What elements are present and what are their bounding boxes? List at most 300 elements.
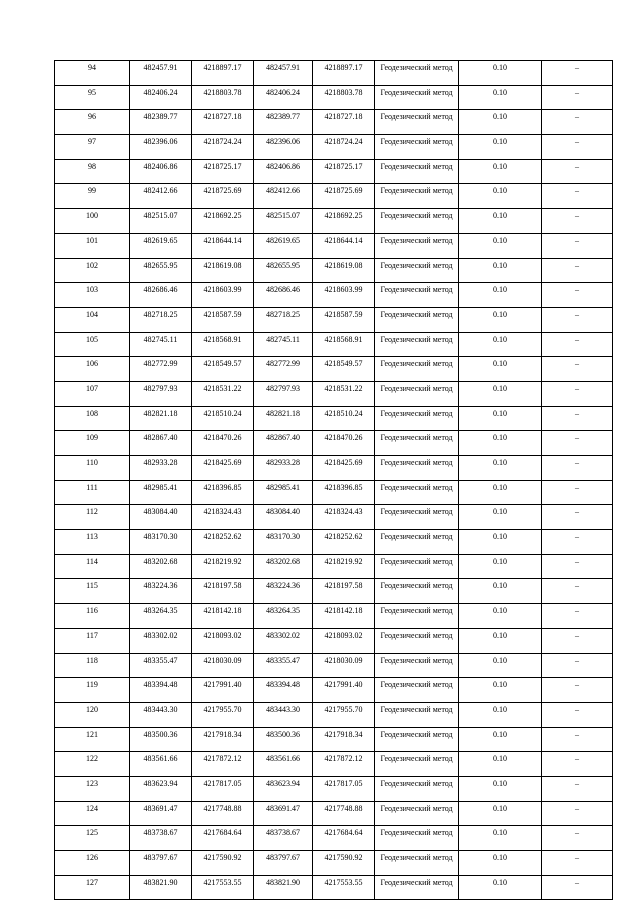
y-refined-cell: 4217955.70 [313, 702, 375, 727]
point-number-cell: 95 [55, 85, 130, 110]
table-row [55, 826, 613, 851]
method-cell: Геодезический метод [375, 653, 459, 678]
x-refined-cell: 482745.11 [254, 332, 313, 357]
note-cell: – [542, 431, 613, 456]
x-refined-cell: 483500.36 [254, 727, 313, 752]
method-cell: Геодезический метод [375, 604, 459, 629]
x-existing-cell: 483170.30 [130, 530, 192, 555]
x-refined-cell: 482412.66 [254, 184, 313, 209]
coordinates-table [54, 60, 613, 900]
method-cell: Геодезический метод [375, 431, 459, 456]
y-existing-cell: 4218324.43 [192, 505, 254, 530]
method-cell: Геодезический метод [375, 456, 459, 481]
accuracy-cell: 0.10 [459, 135, 542, 160]
x-existing-cell: 483500.36 [130, 727, 192, 752]
y-refined-cell: 4218142.18 [313, 604, 375, 629]
x-refined-cell: 483691.47 [254, 801, 313, 826]
x-refined-cell: 483623.94 [254, 776, 313, 801]
point-number-cell: 111 [55, 480, 130, 505]
accuracy-cell: 0.10 [459, 530, 542, 555]
accuracy-cell: 0.10 [459, 209, 542, 234]
x-refined-cell: 482772.99 [254, 357, 313, 382]
note-cell: – [542, 381, 613, 406]
x-refined-cell: 483302.02 [254, 628, 313, 653]
accuracy-cell: 0.10 [459, 159, 542, 184]
note-cell: – [542, 505, 613, 530]
x-refined-cell: 482821.18 [254, 406, 313, 431]
y-existing-cell: 4218252.62 [192, 530, 254, 555]
x-refined-cell: 483561.66 [254, 752, 313, 777]
y-existing-cell: 4218197.58 [192, 579, 254, 604]
x-existing-cell: 482515.07 [130, 209, 192, 234]
note-cell: – [542, 258, 613, 283]
x-refined-cell: 482515.07 [254, 209, 313, 234]
note-cell: – [542, 332, 613, 357]
method-cell: Геодезический метод [375, 727, 459, 752]
table-row [55, 283, 613, 308]
y-existing-cell: 4218724.24 [192, 135, 254, 160]
x-refined-cell: 483224.36 [254, 579, 313, 604]
y-existing-cell: 4218219.92 [192, 554, 254, 579]
y-refined-cell: 4218531.22 [313, 381, 375, 406]
accuracy-cell: 0.10 [459, 61, 542, 86]
note-cell: – [542, 85, 613, 110]
y-refined-cell: 4218587.59 [313, 307, 375, 332]
table-row [55, 702, 613, 727]
x-existing-cell: 483302.02 [130, 628, 192, 653]
y-refined-cell: 4218396.85 [313, 480, 375, 505]
y-existing-cell: 4217684.64 [192, 826, 254, 851]
note-cell: – [542, 604, 613, 629]
method-cell: Геодезический метод [375, 332, 459, 357]
y-refined-cell: 4217991.40 [313, 678, 375, 703]
y-refined-cell: 4217748.88 [313, 801, 375, 826]
method-cell: Геодезический метод [375, 752, 459, 777]
y-refined-cell: 4218644.14 [313, 233, 375, 258]
y-refined-cell: 4217553.55 [313, 875, 375, 900]
x-refined-cell: 483797.67 [254, 851, 313, 876]
x-refined-cell: 482389.77 [254, 110, 313, 135]
point-number-cell: 104 [55, 307, 130, 332]
note-cell: – [542, 826, 613, 851]
x-refined-cell: 483355.47 [254, 653, 313, 678]
accuracy-cell: 0.10 [459, 628, 542, 653]
accuracy-cell: 0.10 [459, 357, 542, 382]
table-row [55, 801, 613, 826]
method-cell: Геодезический метод [375, 184, 459, 209]
note-cell: – [542, 110, 613, 135]
table-row [55, 110, 613, 135]
accuracy-cell: 0.10 [459, 233, 542, 258]
accuracy-cell: 0.10 [459, 283, 542, 308]
accuracy-cell: 0.10 [459, 826, 542, 851]
x-refined-cell: 483394.48 [254, 678, 313, 703]
table-row [55, 85, 613, 110]
x-refined-cell: 482718.25 [254, 307, 313, 332]
point-number-cell: 94 [55, 61, 130, 86]
method-cell: Геодезический метод [375, 826, 459, 851]
note-cell: – [542, 875, 613, 900]
note-cell: – [542, 209, 613, 234]
table-row [55, 505, 613, 530]
note-cell: – [542, 628, 613, 653]
note-cell: – [542, 801, 613, 826]
y-refined-cell: 4218093.02 [313, 628, 375, 653]
method-cell: Геодезический метод [375, 307, 459, 332]
accuracy-cell: 0.10 [459, 480, 542, 505]
note-cell: – [542, 480, 613, 505]
y-refined-cell: 4218510.24 [313, 406, 375, 431]
x-refined-cell: 482797.93 [254, 381, 313, 406]
y-existing-cell: 4217553.55 [192, 875, 254, 900]
y-refined-cell: 4218252.62 [313, 530, 375, 555]
y-existing-cell: 4218425.69 [192, 456, 254, 481]
table-row [55, 851, 613, 876]
x-existing-cell: 483264.35 [130, 604, 192, 629]
point-number-cell: 110 [55, 456, 130, 481]
x-refined-cell: 482867.40 [254, 431, 313, 456]
table-row [55, 233, 613, 258]
x-refined-cell: 482406.24 [254, 85, 313, 110]
x-existing-cell: 482686.46 [130, 283, 192, 308]
table-row [55, 258, 613, 283]
x-refined-cell: 482655.95 [254, 258, 313, 283]
accuracy-cell: 0.10 [459, 752, 542, 777]
y-existing-cell: 4217872.12 [192, 752, 254, 777]
y-refined-cell: 4218897.17 [313, 61, 375, 86]
point-number-cell: 120 [55, 702, 130, 727]
x-existing-cell: 483084.40 [130, 505, 192, 530]
table-row [55, 678, 613, 703]
y-existing-cell: 4218727.18 [192, 110, 254, 135]
table-row [55, 159, 613, 184]
point-number-cell: 117 [55, 628, 130, 653]
table-row [55, 776, 613, 801]
y-refined-cell: 4218724.24 [313, 135, 375, 160]
y-refined-cell: 4218219.92 [313, 554, 375, 579]
y-existing-cell: 4218897.17 [192, 61, 254, 86]
table-row [55, 431, 613, 456]
method-cell: Геодезический метод [375, 505, 459, 530]
point-number-cell: 100 [55, 209, 130, 234]
note-cell: – [542, 159, 613, 184]
accuracy-cell: 0.10 [459, 604, 542, 629]
point-number-cell: 114 [55, 554, 130, 579]
x-refined-cell: 483264.35 [254, 604, 313, 629]
point-number-cell: 112 [55, 505, 130, 530]
table-row [55, 456, 613, 481]
point-number-cell: 124 [55, 801, 130, 826]
note-cell: – [542, 61, 613, 86]
y-refined-cell: 4218324.43 [313, 505, 375, 530]
method-cell: Геодезический метод [375, 801, 459, 826]
y-existing-cell: 4218587.59 [192, 307, 254, 332]
accuracy-cell: 0.10 [459, 505, 542, 530]
x-existing-cell: 482406.24 [130, 85, 192, 110]
point-number-cell: 105 [55, 332, 130, 357]
method-cell: Геодезический метод [375, 702, 459, 727]
table-row [55, 357, 613, 382]
x-refined-cell: 483443.30 [254, 702, 313, 727]
note-cell: – [542, 184, 613, 209]
method-cell: Геодезический метод [375, 776, 459, 801]
point-number-cell: 109 [55, 431, 130, 456]
x-existing-cell: 482655.95 [130, 258, 192, 283]
y-refined-cell: 4218470.26 [313, 431, 375, 456]
x-existing-cell: 482985.41 [130, 480, 192, 505]
method-cell: Геодезический метод [375, 283, 459, 308]
x-existing-cell: 482797.93 [130, 381, 192, 406]
x-existing-cell: 483738.67 [130, 826, 192, 851]
table-row [55, 61, 613, 86]
x-existing-cell: 482867.40 [130, 431, 192, 456]
x-existing-cell: 483797.67 [130, 851, 192, 876]
note-cell: – [542, 554, 613, 579]
point-number-cell: 121 [55, 727, 130, 752]
x-existing-cell: 482745.11 [130, 332, 192, 357]
accuracy-cell: 0.10 [459, 776, 542, 801]
point-number-cell: 126 [55, 851, 130, 876]
x-existing-cell: 482457.91 [130, 61, 192, 86]
x-existing-cell: 483394.48 [130, 678, 192, 703]
x-existing-cell: 483443.30 [130, 702, 192, 727]
method-cell: Геодезический метод [375, 110, 459, 135]
y-refined-cell: 4217817.05 [313, 776, 375, 801]
note-cell: – [542, 283, 613, 308]
x-existing-cell: 482933.28 [130, 456, 192, 481]
method-cell: Геодезический метод [375, 357, 459, 382]
point-number-cell: 96 [55, 110, 130, 135]
table-row [55, 209, 613, 234]
note-cell: – [542, 530, 613, 555]
x-existing-cell: 483821.90 [130, 875, 192, 900]
table-row [55, 752, 613, 777]
accuracy-cell: 0.10 [459, 702, 542, 727]
accuracy-cell: 0.10 [459, 110, 542, 135]
accuracy-cell: 0.10 [459, 801, 542, 826]
y-existing-cell: 4218803.78 [192, 85, 254, 110]
y-existing-cell: 4218644.14 [192, 233, 254, 258]
accuracy-cell: 0.10 [459, 431, 542, 456]
table-row [55, 579, 613, 604]
y-refined-cell: 4218803.78 [313, 85, 375, 110]
note-cell: – [542, 702, 613, 727]
method-cell: Геодезический метод [375, 678, 459, 703]
y-refined-cell: 4218692.25 [313, 209, 375, 234]
accuracy-cell: 0.10 [459, 332, 542, 357]
y-existing-cell: 4217955.70 [192, 702, 254, 727]
accuracy-cell: 0.10 [459, 456, 542, 481]
method-cell: Геодезический метод [375, 381, 459, 406]
point-number-cell: 125 [55, 826, 130, 851]
x-existing-cell: 483202.68 [130, 554, 192, 579]
method-cell: Геодезический метод [375, 159, 459, 184]
y-refined-cell: 4218603.99 [313, 283, 375, 308]
x-refined-cell: 482686.46 [254, 283, 313, 308]
method-cell: Геодезический метод [375, 554, 459, 579]
method-cell: Геодезический метод [375, 258, 459, 283]
accuracy-cell: 0.10 [459, 406, 542, 431]
y-existing-cell: 4218142.18 [192, 604, 254, 629]
point-number-cell: 97 [55, 135, 130, 160]
y-existing-cell: 4218510.24 [192, 406, 254, 431]
x-refined-cell: 482457.91 [254, 61, 313, 86]
y-refined-cell: 4218197.58 [313, 579, 375, 604]
table-row [55, 554, 613, 579]
y-existing-cell: 4217991.40 [192, 678, 254, 703]
y-existing-cell: 4218692.25 [192, 209, 254, 234]
point-number-cell: 116 [55, 604, 130, 629]
point-number-cell: 106 [55, 357, 130, 382]
method-cell: Геодезический метод [375, 530, 459, 555]
y-refined-cell: 4218549.57 [313, 357, 375, 382]
point-number-cell: 98 [55, 159, 130, 184]
note-cell: – [542, 678, 613, 703]
table-row [55, 184, 613, 209]
y-refined-cell: 4218725.17 [313, 159, 375, 184]
y-existing-cell: 4217817.05 [192, 776, 254, 801]
x-refined-cell: 482933.28 [254, 456, 313, 481]
point-number-cell: 127 [55, 875, 130, 900]
x-refined-cell: 482406.86 [254, 159, 313, 184]
table-row [55, 332, 613, 357]
table-row [55, 480, 613, 505]
note-cell: – [542, 752, 613, 777]
point-number-cell: 99 [55, 184, 130, 209]
y-existing-cell: 4218603.99 [192, 283, 254, 308]
table-row [55, 628, 613, 653]
accuracy-cell: 0.10 [459, 381, 542, 406]
point-number-cell: 118 [55, 653, 130, 678]
x-existing-cell: 482412.66 [130, 184, 192, 209]
point-number-cell: 123 [55, 776, 130, 801]
x-refined-cell: 483202.68 [254, 554, 313, 579]
y-existing-cell: 4218619.08 [192, 258, 254, 283]
table-row [55, 875, 613, 900]
table-row [55, 727, 613, 752]
x-refined-cell: 482619.65 [254, 233, 313, 258]
point-number-cell: 101 [55, 233, 130, 258]
x-existing-cell: 483561.66 [130, 752, 192, 777]
point-number-cell: 103 [55, 283, 130, 308]
point-number-cell: 108 [55, 406, 130, 431]
y-existing-cell: 4218725.17 [192, 159, 254, 184]
table-row [55, 135, 613, 160]
y-refined-cell: 4217684.64 [313, 826, 375, 851]
x-refined-cell: 483170.30 [254, 530, 313, 555]
note-cell: – [542, 851, 613, 876]
accuracy-cell: 0.10 [459, 851, 542, 876]
table-row [55, 653, 613, 678]
y-refined-cell: 4217872.12 [313, 752, 375, 777]
point-number-cell: 102 [55, 258, 130, 283]
y-existing-cell: 4218470.26 [192, 431, 254, 456]
y-refined-cell: 4217918.34 [313, 727, 375, 752]
x-refined-cell: 483084.40 [254, 505, 313, 530]
note-cell: – [542, 456, 613, 481]
note-cell: – [542, 233, 613, 258]
method-cell: Геодезический метод [375, 851, 459, 876]
y-refined-cell: 4217590.92 [313, 851, 375, 876]
table-row [55, 604, 613, 629]
point-number-cell: 122 [55, 752, 130, 777]
method-cell: Геодезический метод [375, 61, 459, 86]
x-existing-cell: 482772.99 [130, 357, 192, 382]
x-refined-cell: 483738.67 [254, 826, 313, 851]
y-existing-cell: 4218531.22 [192, 381, 254, 406]
table-row [55, 406, 613, 431]
x-existing-cell: 482389.77 [130, 110, 192, 135]
method-cell: Геодезический метод [375, 628, 459, 653]
accuracy-cell: 0.10 [459, 258, 542, 283]
y-existing-cell: 4218725.69 [192, 184, 254, 209]
accuracy-cell: 0.10 [459, 85, 542, 110]
x-existing-cell: 483224.36 [130, 579, 192, 604]
y-existing-cell: 4217748.88 [192, 801, 254, 826]
method-cell: Геодезический метод [375, 480, 459, 505]
x-refined-cell: 482396.06 [254, 135, 313, 160]
y-refined-cell: 4218568.91 [313, 332, 375, 357]
method-cell: Геодезический метод [375, 135, 459, 160]
table-row [55, 530, 613, 555]
method-cell: Геодезический метод [375, 209, 459, 234]
method-cell: Геодезический метод [375, 875, 459, 900]
x-existing-cell: 483691.47 [130, 801, 192, 826]
x-existing-cell: 483355.47 [130, 653, 192, 678]
y-existing-cell: 4218093.02 [192, 628, 254, 653]
x-existing-cell: 483623.94 [130, 776, 192, 801]
x-refined-cell: 482985.41 [254, 480, 313, 505]
x-refined-cell: 483821.90 [254, 875, 313, 900]
note-cell: – [542, 727, 613, 752]
y-refined-cell: 4218725.69 [313, 184, 375, 209]
accuracy-cell: 0.10 [459, 184, 542, 209]
note-cell: – [542, 776, 613, 801]
y-existing-cell: 4218396.85 [192, 480, 254, 505]
method-cell: Геодезический метод [375, 406, 459, 431]
y-refined-cell: 4218619.08 [313, 258, 375, 283]
method-cell: Геодезический метод [375, 579, 459, 604]
y-refined-cell: 4218727.18 [313, 110, 375, 135]
x-existing-cell: 482619.65 [130, 233, 192, 258]
note-cell: – [542, 653, 613, 678]
x-existing-cell: 482821.18 [130, 406, 192, 431]
accuracy-cell: 0.10 [459, 554, 542, 579]
note-cell: – [542, 406, 613, 431]
method-cell: Геодезический метод [375, 233, 459, 258]
y-existing-cell: 4217590.92 [192, 851, 254, 876]
y-refined-cell: 4218030.09 [313, 653, 375, 678]
point-number-cell: 115 [55, 579, 130, 604]
accuracy-cell: 0.10 [459, 653, 542, 678]
note-cell: – [542, 357, 613, 382]
point-number-cell: 113 [55, 530, 130, 555]
accuracy-cell: 0.10 [459, 307, 542, 332]
note-cell: – [542, 307, 613, 332]
x-existing-cell: 482718.25 [130, 307, 192, 332]
y-existing-cell: 4217918.34 [192, 727, 254, 752]
x-existing-cell: 482406.86 [130, 159, 192, 184]
y-existing-cell: 4218568.91 [192, 332, 254, 357]
note-cell: – [542, 135, 613, 160]
table-row [55, 381, 613, 406]
accuracy-cell: 0.10 [459, 579, 542, 604]
accuracy-cell: 0.10 [459, 678, 542, 703]
note-cell: – [542, 579, 613, 604]
accuracy-cell: 0.10 [459, 727, 542, 752]
table-row [55, 307, 613, 332]
table-body [55, 61, 613, 900]
